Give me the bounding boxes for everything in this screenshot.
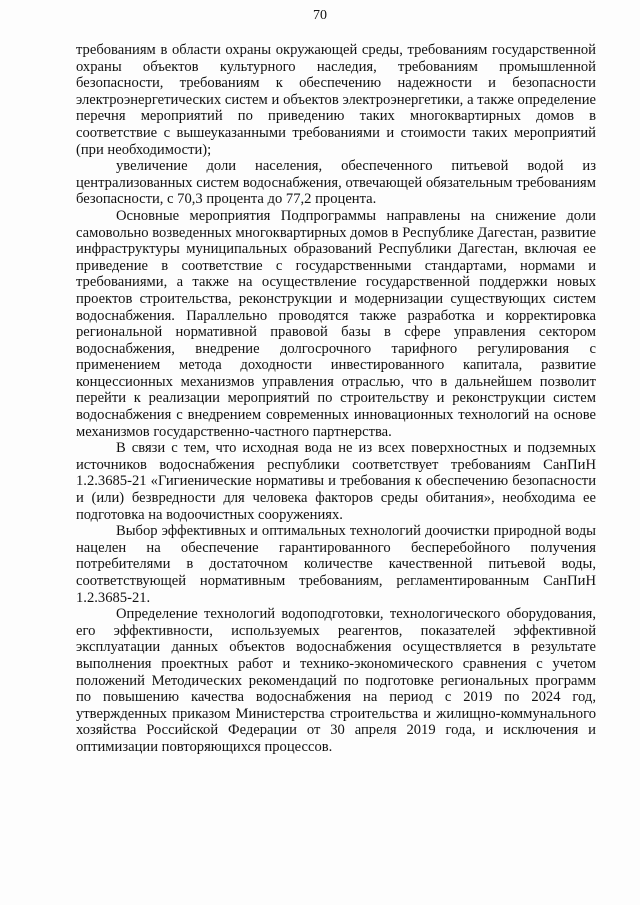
page-number: 70 <box>313 8 327 23</box>
paragraph-technology-determination: Определение технологий водоподготовки, технологического оборудования, его эффективности, используемых реагентов, показателей эффективной эксплуатации данных объектов водоснабжения осуществляется в результате выполнения проектных работ и технико-экономического сравнения с учетом положений Методических рекомендаций по подготовке региональных программ по повышению качества водоснабжения на период с 2019 по 2024 год, утвержденных приказом Министерства строительства и жилищно-коммунального хозяйства Российской Федерации от 30 апреля 2019 года, и исключения и оптимизации повторяющихся процессов. <box>76 606 596 755</box>
paragraph-drinking-water-share: увеличение доли населения, обеспеченного питьевой водой из централизованных систем водоснабжения, отвечающей обязательным требованиям безопасности, с 70,3 процента до 77,2 процента. <box>76 158 596 208</box>
document-body <box>76 42 596 756</box>
paragraph-requirements-continuation: требованиям в области охраны окружающей среды, требованиям государственной охраны объектов культурного наследия, требованиям промышленной безопасности, требованиям к обеспечению надежности и безопасности электроэнергетических систем и объектов электроэнергетики, а также определение перечня мероприятий по приведению таких многоквартирных домов в соответствие с вышеуказанными требованиями и стоимости таких мероприятий (при необходимости); <box>76 42 596 158</box>
paragraph-treatment-technologies: Выбор эффективных и оптимальных технологий доочистки природной воды нацелен на обеспечение гарантированного бесперебойного получения потребителями в достаточном количестве качественной питьевой воды, соответствующей нормативным требованиям, регламентированным СанПиН 1.2.3685-21. <box>76 523 596 606</box>
paragraph-water-sources: В связи с тем, что исходная вода не из всех поверхностных и подземных источников водоснабжения республики соответствует требованиям СанПиН 1.2.3685-21 «Гигиенические нормативы и требования к обеспечению безопасности и (или) безвредности для человека факторов среды обитания», необходима ее подготовка на водоочистных сооружениях. <box>76 440 596 523</box>
paragraph-main-measures: Основные мероприятия Подпрограммы направлены на снижение доли самовольно возведенных многоквартирных домов в Республике Дагестан, развитие инфраструктуры муниципальных образований Республики Дагестан, включая ее приведение в соответствие с государственными стандартами, нормами и требованиями, а также на осуществление государственной поддержки новых проектов строительства, реконструкции и модернизации существующих систем водоснабжения. Параллельно проводятся также разработка и корректировка региональной нормативной правовой базы в сфере управления сектором водоснабжения, внедрение долгосрочного тарифного регулирования с применением метода доходности инвестированного капитала, развитие концессионных механизмов управления отраслью, что в дальнейшем позволит перейти к реализации мероприятий по строительству и реконструкции систем водоснабжения с внедрением современных инновационных технологий на основе механизмов государственно-частного партнерства. <box>76 207 596 440</box>
